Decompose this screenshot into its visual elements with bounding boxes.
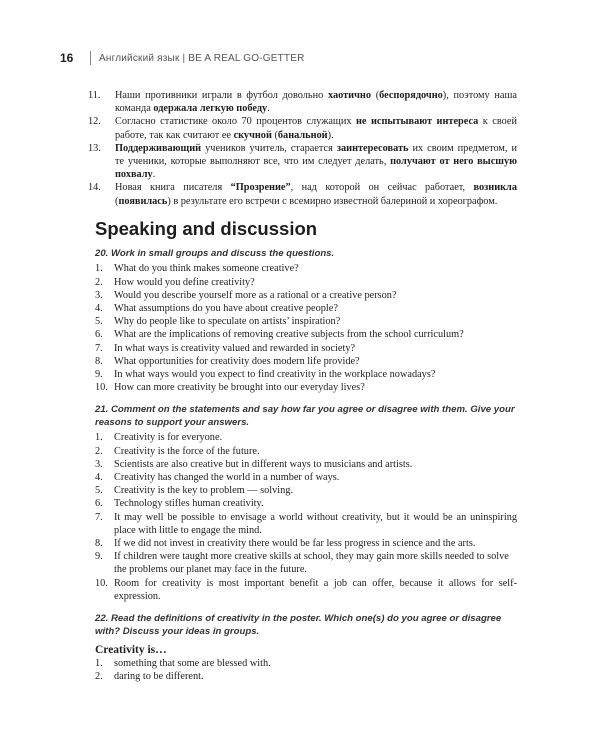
list-item: [95, 550, 517, 576]
list-item: [95, 670, 517, 683]
list-item: [95, 471, 517, 484]
item-number: 9.: [95, 368, 103, 380]
text-run: (: [115, 195, 119, 207]
task-21-instruction: 21. Comment on the statements and say how far you agree or disagree with them. Give your reasons to support your answers.: [95, 404, 515, 428]
item-text: Room for creativity is most important benefit a job can offer, because it allows for self-expression.: [114, 577, 517, 602]
translation-item: [88, 181, 517, 207]
text-run: .: [267, 103, 270, 115]
list-item: [95, 315, 517, 328]
page-content: [88, 89, 517, 683]
text-run: Согласно статистике около 70 процентов служащих: [115, 116, 356, 128]
item-number: 8.: [95, 355, 103, 367]
text-run: их своим предметом, и те ученики, которые выполняют все, что им следует делать,: [115, 142, 517, 168]
bold-phrase: заинтересовать: [336, 142, 409, 154]
bold-phrase: скучной: [233, 129, 272, 141]
page-number: 16: [60, 51, 74, 65]
item-number: 5.: [95, 485, 103, 497]
task-22-list: [95, 657, 517, 683]
list-item: [95, 381, 517, 394]
item-text: daring to be different.: [114, 671, 204, 683]
translation-list: [88, 89, 517, 208]
page-header: [60, 50, 305, 66]
item-number: 1.: [95, 263, 103, 275]
item-number: 12.: [88, 116, 101, 128]
item-number: 2.: [95, 276, 103, 288]
bold-phrase: одержала легкую победу: [153, 103, 268, 115]
list-item: [95, 484, 517, 497]
item-text: Would you describe yourself more as a rational or a creative person?: [114, 289, 397, 301]
poster-title: Creativity is…: [95, 644, 167, 656]
item-text: How would you define creativity?: [114, 276, 255, 288]
list-item: [95, 262, 517, 275]
item-number: 4.: [95, 302, 103, 314]
list-item: [95, 431, 517, 444]
bold-phrase: банальной: [277, 129, 328, 141]
text-run: учеников учитель, старается: [201, 142, 337, 154]
text-run: , над которой он сейчас работает,: [290, 182, 474, 194]
item-text: Creativity is the force of the future.: [114, 445, 260, 457]
list-item: [95, 289, 517, 302]
bold-phrase: появилась: [118, 195, 168, 207]
bold-phrase: получают от него высшую похвалу: [115, 156, 517, 181]
item-text: Scientists are also creative but in different ways to musicians and artists.: [114, 458, 413, 470]
item-text: In what ways is creativity valued and rewarded in society?: [114, 342, 356, 354]
list-item: [95, 577, 517, 603]
item-text: something that some are blessed with.: [114, 658, 271, 669]
text-run: ) в результате его встречи с всемирно известной балериной и хореографом.: [167, 195, 498, 207]
text-run: ).: [327, 129, 334, 141]
bold-phrase: “Прозрение”: [230, 182, 291, 194]
list-item: [95, 276, 517, 289]
list-item: [95, 328, 517, 341]
text-run: Наши противники играли в футбол довольно: [115, 90, 328, 101]
item-text: What opportunities for creativity does modern life provide?: [114, 355, 360, 367]
list-item: [95, 657, 517, 670]
item-text: Technology stifles human creativity.: [114, 498, 264, 510]
item-number: 13.: [88, 142, 101, 154]
bold-phrase: беспорядочно: [379, 90, 443, 101]
item-text: It may well be possible to envisage a world without creativity, but it would be an uninspiring place with little to engage the mind.: [114, 511, 517, 536]
text-run: .: [152, 169, 156, 181]
list-item: [95, 368, 517, 381]
list-item: [95, 511, 517, 537]
section-title: Speaking and discussion: [95, 217, 318, 239]
list-item: [95, 342, 517, 355]
list-item: [95, 458, 517, 471]
item-text: How can more creativity be brought into our everyday lives?: [114, 382, 365, 394]
bold-phrase: возникла: [473, 182, 517, 194]
task-21-list: [95, 431, 517, 603]
item-text: In what ways would you expect to find creativity in the workplace nowadays?: [114, 368, 436, 380]
task-22-instruction: 22. Read the definitions of creativity in the poster. Which one(s) do you agree or disagree with? Discuss your ideas in groups.: [95, 613, 502, 637]
item-text: What are the implications of removing creative subjects from the school curriculum?: [114, 329, 464, 341]
item-number: 10.: [95, 577, 108, 589]
text-run: к своей работе, так как считают ее: [115, 116, 517, 141]
item-number: 4.: [95, 471, 103, 483]
item-number: 3.: [95, 289, 103, 301]
item-number: 14.: [88, 182, 101, 194]
task-20-instruction: 20. Work in small groups and discuss the questions.: [95, 247, 335, 259]
item-number: 7.: [95, 511, 103, 523]
item-number: 1.: [95, 432, 103, 444]
item-number: 1.: [95, 658, 103, 669]
list-item: [95, 355, 517, 368]
bold-phrase: Поддерживающий: [115, 142, 202, 154]
text-run: (: [271, 129, 278, 141]
list-item: [95, 497, 517, 510]
item-number: 6.: [95, 329, 103, 341]
item-text: What do you think makes someone creative?: [114, 263, 299, 275]
text-run: (: [371, 90, 380, 101]
item-number: 2.: [95, 445, 103, 457]
item-number: 3.: [95, 458, 103, 470]
list-item: [95, 302, 517, 315]
item-number: 6.: [95, 498, 103, 510]
item-text: What assumptions do you have about creative people?: [114, 302, 338, 314]
item-number: 7.: [95, 342, 103, 354]
item-number: 9.: [95, 551, 103, 563]
item-number: 10.: [95, 382, 108, 394]
translation-item: [88, 115, 517, 141]
item-text: Creativity is the key to problem — solving.: [114, 485, 294, 497]
item-text: Creativity is for everyone.: [114, 432, 223, 444]
item-number: 2.: [95, 671, 103, 683]
translation-item: [88, 142, 517, 182]
item-text: Why do people like to speculate on artists’ inspiration?: [114, 316, 341, 328]
translation-item: [88, 89, 517, 115]
header-divider: [90, 51, 91, 65]
list-item: [95, 537, 517, 550]
item-text: If children were taught more creative skills at school, they may gain more skills needed to solve the problems our planet may face in the future.: [114, 551, 509, 576]
text-run: Новая книга писателя: [115, 182, 231, 194]
list-item: [95, 445, 517, 458]
item-number: 5.: [95, 316, 103, 328]
item-text: Creativity has changed the world in a number of ways.: [114, 471, 340, 483]
task-20-list: [95, 262, 517, 394]
item-number: 8.: [95, 537, 103, 549]
item-number: 11.: [88, 90, 101, 101]
bold-phrase: не испытывают интереса: [355, 116, 479, 128]
running-title: Английский язык | BE A REAL GO-GETTER: [99, 52, 305, 64]
item-text: If we did not invest in creativity there would be far less progress in science and the arts.: [114, 537, 476, 549]
text-run: ), поэтому наша команда: [115, 90, 517, 115]
bold-phrase: хаотично: [327, 90, 372, 101]
